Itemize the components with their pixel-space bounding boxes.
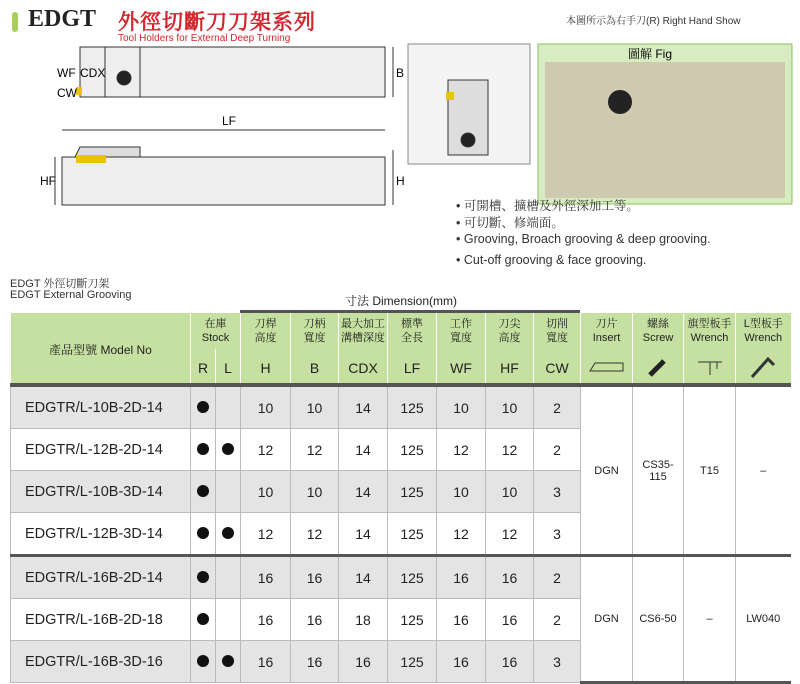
header-l-wrench: L型板手 Wrench xyxy=(736,313,791,349)
cell-wf: 16 xyxy=(437,641,486,683)
l-wrench-icon xyxy=(736,349,791,385)
series-code: EDGT xyxy=(28,6,97,32)
cell-b: 16 xyxy=(291,556,339,599)
header-hf-zh: 刀尖 高度 xyxy=(486,313,534,349)
cell-h: 12 xyxy=(241,429,291,471)
cell-h: 10 xyxy=(241,385,291,429)
cell-flag-wrench: T15 xyxy=(684,385,736,556)
bullet: • Cut-off grooving & face grooving. xyxy=(456,253,647,267)
cell-cw: 3 xyxy=(534,641,581,683)
cell-insert: DGN xyxy=(581,385,633,556)
stock-r xyxy=(191,641,216,683)
header-lf: LF xyxy=(388,349,437,385)
section-title-en: EDGT External Grooving xyxy=(10,289,132,301)
cell-wf: 10 xyxy=(437,471,486,513)
stock-r xyxy=(191,513,216,556)
cell-b: 12 xyxy=(291,513,339,556)
fig-title: 圖解 Fig xyxy=(628,47,673,61)
cell-cw: 2 xyxy=(534,556,581,599)
dimension-label: 寸法 Dimension(mm) xyxy=(345,294,458,308)
in-stock-dot xyxy=(197,485,209,497)
cell-lf: 125 xyxy=(388,641,437,683)
model-no: EDGTR/L-16B-3D-16 xyxy=(11,641,191,683)
cell-flag-wrench: – xyxy=(684,556,736,683)
cell-hf: 12 xyxy=(486,429,534,471)
cell-hf: 16 xyxy=(486,556,534,599)
cell-hf: 16 xyxy=(486,641,534,683)
cell-h: 10 xyxy=(241,471,291,513)
insert-icon xyxy=(581,349,633,385)
in-stock-dot xyxy=(197,613,209,625)
cell-b: 12 xyxy=(291,429,339,471)
cell-lf: 125 xyxy=(388,471,437,513)
stock-l xyxy=(216,641,241,683)
cell-hf: 10 xyxy=(486,385,534,429)
bullet: • Grooving, Broach grooving & deep grooving. xyxy=(456,232,711,246)
cell-cdx: 14 xyxy=(339,385,388,429)
stock-l xyxy=(216,471,241,513)
cell-cdx: 18 xyxy=(339,599,388,641)
cell-lf: 125 xyxy=(388,429,437,471)
cell-b: 16 xyxy=(291,599,339,641)
label-cw: CW xyxy=(57,86,77,100)
label-cdx: CDX xyxy=(80,66,106,80)
cell-wf: 10 xyxy=(437,385,486,429)
label-hf: HF xyxy=(40,174,56,188)
cell-cw: 3 xyxy=(534,513,581,556)
page-title: 外徑切斷刀刀架系列 xyxy=(118,11,316,34)
in-stock-dot xyxy=(222,443,234,455)
in-stock-dot xyxy=(197,571,209,583)
header-cdx: CDX xyxy=(339,349,388,385)
cell-b: 16 xyxy=(291,641,339,683)
header-wf: WF xyxy=(437,349,486,385)
header-model: 產品型號 Model No xyxy=(11,313,191,385)
cell-h: 16 xyxy=(241,599,291,641)
header-cdx-zh: 最大加工 溝槽深度 xyxy=(339,313,388,349)
section-title-zh: EDGT 外徑切斷刀架 xyxy=(10,278,110,290)
in-stock-dot xyxy=(197,527,209,539)
stock-r xyxy=(191,385,216,429)
screw-icon xyxy=(633,349,684,385)
page-subtitle: Tool Holders for External Deep Turning xyxy=(118,33,291,44)
stock-l xyxy=(216,513,241,556)
cell-lf: 125 xyxy=(388,385,437,429)
cell-hf: 12 xyxy=(486,513,534,556)
header-screw: 螺絲 Screw xyxy=(633,313,684,349)
cell-hf: 16 xyxy=(486,599,534,641)
model-no: EDGTR/L-16B-2D-14 xyxy=(11,556,191,599)
header-r: R xyxy=(191,349,216,385)
cell-hf: 10 xyxy=(486,471,534,513)
model-no: EDGTR/L-12B-2D-14 xyxy=(11,429,191,471)
cell-b: 10 xyxy=(291,385,339,429)
header-insert: 刀片 Insert xyxy=(581,313,633,349)
header-lf-zh: 標準 全長 xyxy=(388,313,437,349)
stock-r xyxy=(191,599,216,641)
label-b: B xyxy=(396,66,405,80)
accent-bar xyxy=(12,12,18,32)
header-cw-zh: 切削 寬度 xyxy=(534,313,581,349)
cell-lf: 125 xyxy=(388,556,437,599)
stock-l xyxy=(216,429,241,471)
in-stock-dot xyxy=(197,655,209,667)
cell-cw: 2 xyxy=(534,385,581,429)
cell-h: 16 xyxy=(241,641,291,683)
model-no: EDGTR/L-10B-3D-14 xyxy=(11,471,191,513)
cell-insert: DGN xyxy=(581,556,633,683)
model-no: EDGTR/L-12B-3D-14 xyxy=(11,513,191,556)
header-h: H xyxy=(241,349,291,385)
cell-screw: CS6-50 xyxy=(633,556,684,683)
header-h-zh: 刀桿 高度 xyxy=(241,313,291,349)
cell-lf: 125 xyxy=(388,599,437,641)
header-flag-wrench: 旗型板手 Wrench xyxy=(684,313,736,349)
cell-cdx: 14 xyxy=(339,471,388,513)
cell-wf: 12 xyxy=(437,513,486,556)
header-l: L xyxy=(216,349,241,385)
bullet: • 可開槽、擴槽及外徑深加工等。 xyxy=(456,199,639,213)
label-lf: LF xyxy=(222,114,237,128)
cell-cdx: 16 xyxy=(339,641,388,683)
model-no: EDGTR/L-16B-2D-18 xyxy=(11,599,191,641)
cell-wf: 12 xyxy=(437,429,486,471)
stock-r xyxy=(191,429,216,471)
tool-diagram xyxy=(0,40,800,220)
in-stock-dot xyxy=(197,443,209,455)
flag-wrench-icon xyxy=(684,349,736,385)
stock-r xyxy=(191,471,216,513)
table-row xyxy=(11,385,791,429)
in-stock-dot xyxy=(222,527,234,539)
label-wf: WF xyxy=(57,66,76,80)
header-b-zh: 刀柄 寬度 xyxy=(291,313,339,349)
in-stock-dot xyxy=(222,655,234,667)
stock-l xyxy=(216,556,241,599)
table-row xyxy=(11,556,791,599)
stock-r xyxy=(191,556,216,599)
cell-wf: 16 xyxy=(437,556,486,599)
header-stock: 在庫 Stock xyxy=(191,313,241,349)
header-b: B xyxy=(291,349,339,385)
cell-cw: 2 xyxy=(534,599,581,641)
header-hf: HF xyxy=(486,349,534,385)
stock-l xyxy=(216,599,241,641)
cell-cw: 2 xyxy=(534,429,581,471)
in-stock-dot xyxy=(197,401,209,413)
cell-h: 12 xyxy=(241,513,291,556)
label-h: H xyxy=(396,174,405,188)
cell-cdx: 14 xyxy=(339,556,388,599)
cell-l-wrench: LW040 xyxy=(736,556,791,683)
cell-h: 16 xyxy=(241,556,291,599)
cell-cdx: 14 xyxy=(339,429,388,471)
cell-cdx: 14 xyxy=(339,513,388,556)
header-cw: CW xyxy=(534,349,581,385)
cell-screw: CS35- 115 xyxy=(633,385,684,556)
spec-table xyxy=(10,313,791,684)
bullet: • 可切斷、修端面。 xyxy=(456,216,564,230)
cell-lf: 125 xyxy=(388,513,437,556)
cell-cw: 3 xyxy=(534,471,581,513)
header-wf-zh: 工作 寬度 xyxy=(437,313,486,349)
cell-l-wrench: – xyxy=(736,385,791,556)
cell-b: 10 xyxy=(291,471,339,513)
right-hand-note: 本圖所示為右手刀(R) Right Hand Show xyxy=(566,16,741,27)
stock-l xyxy=(216,385,241,429)
cell-wf: 16 xyxy=(437,599,486,641)
model-no: EDGTR/L-10B-2D-14 xyxy=(11,385,191,429)
